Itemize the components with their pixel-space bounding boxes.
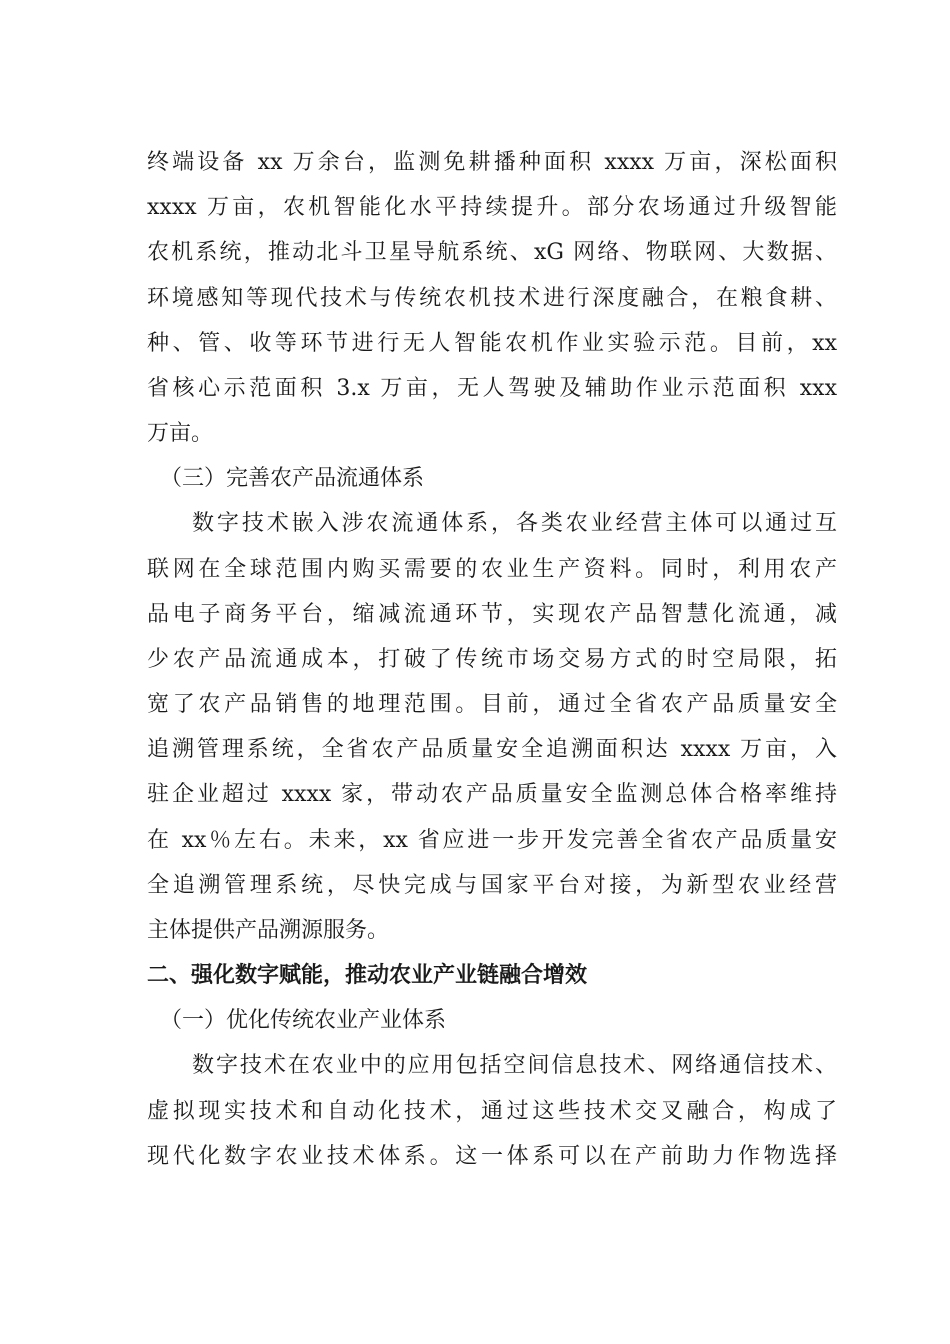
paragraph-3-line-3: 现代化数字农业技术体系。这一体系可以在产前助力作物选择 — [147, 1144, 837, 1169]
paragraph-2-line-3: 品电子商务平台，缩减流通环节，实现农产品智慧化流通，减 — [147, 602, 837, 627]
paragraph-1-line-4: 环境感知等现代技术与传统农机技术进行深度融合，在粮食耕、 — [147, 286, 837, 311]
paragraph-1-line-2: xxxx 万亩，农机智能化水平持续提升。部分农场通过升级智能 — [147, 195, 837, 220]
paragraph-2-line-6: 追溯管理系统，全省农产品质量安全追溯面积达 xxxx 万亩，入 — [147, 737, 837, 762]
paragraph-2-line-1: 数字技术嵌入涉农流通体系，各类农业经营主体可以通过互 — [192, 511, 837, 536]
paragraph-2-line-2: 联网在全球范围内购买需要的农业生产资料。同时，利用农产 — [147, 557, 837, 582]
paragraph-3-line-1: 数字技术在农业中的应用包括空间信息技术、网络通信技术、 — [192, 1053, 837, 1078]
paragraph-1-line-7: 万亩。 — [147, 421, 214, 446]
paragraph-1-line-3: 农机系统，推动北斗卫星导航系统、xG 网络、物联网、大数据、 — [147, 240, 837, 265]
paragraph-1-line-1: 终端设备 xx 万余台，监测免耕播种面积 xxxx 万亩，深松面积 — [147, 150, 837, 175]
paragraph-1-line-5: 种、管、收等环节进行无人智能农机作业实验示范。目前，xx — [147, 331, 837, 356]
chapter-2-heading: 二、强化数字赋能，推动农业产业链融合增效 — [147, 963, 588, 988]
paragraph-2-line-4: 少农产品流通成本，打破了传统市场交易方式的时空局限，拓 — [147, 647, 837, 672]
paragraph-2-line-8: 在 xx％左右。未来，xx 省应进一步开发完善全省农产品质量安 — [147, 828, 837, 853]
paragraph-2-line-9: 全追溯管理系统，尽快完成与国家平台对接，为新型农业经营 — [147, 873, 837, 898]
section-1-heading: （一）优化传统农业产业体系 — [160, 1008, 447, 1033]
section-3-heading: （三）完善农产品流通体系 — [160, 466, 425, 491]
paragraph-2-line-7: 驻企业超过 xxxx 家，带动农产品质量安全监测总体合格率维持 — [147, 782, 837, 807]
paragraph-1-line-6: 省核心示范面积 3.x 万亩，无人驾驶及辅助作业示范面积 xxx — [147, 376, 837, 401]
paragraph-2-line-10: 主体提供产品溯源服务。 — [147, 918, 390, 943]
paragraph-3-line-2: 虚拟现实技术和自动化技术，通过这些技术交叉融合，构成了 — [147, 1099, 837, 1124]
paragraph-2-line-5: 宽了农产品销售的地理范围。目前，通过全省农产品质量安全 — [147, 692, 837, 717]
